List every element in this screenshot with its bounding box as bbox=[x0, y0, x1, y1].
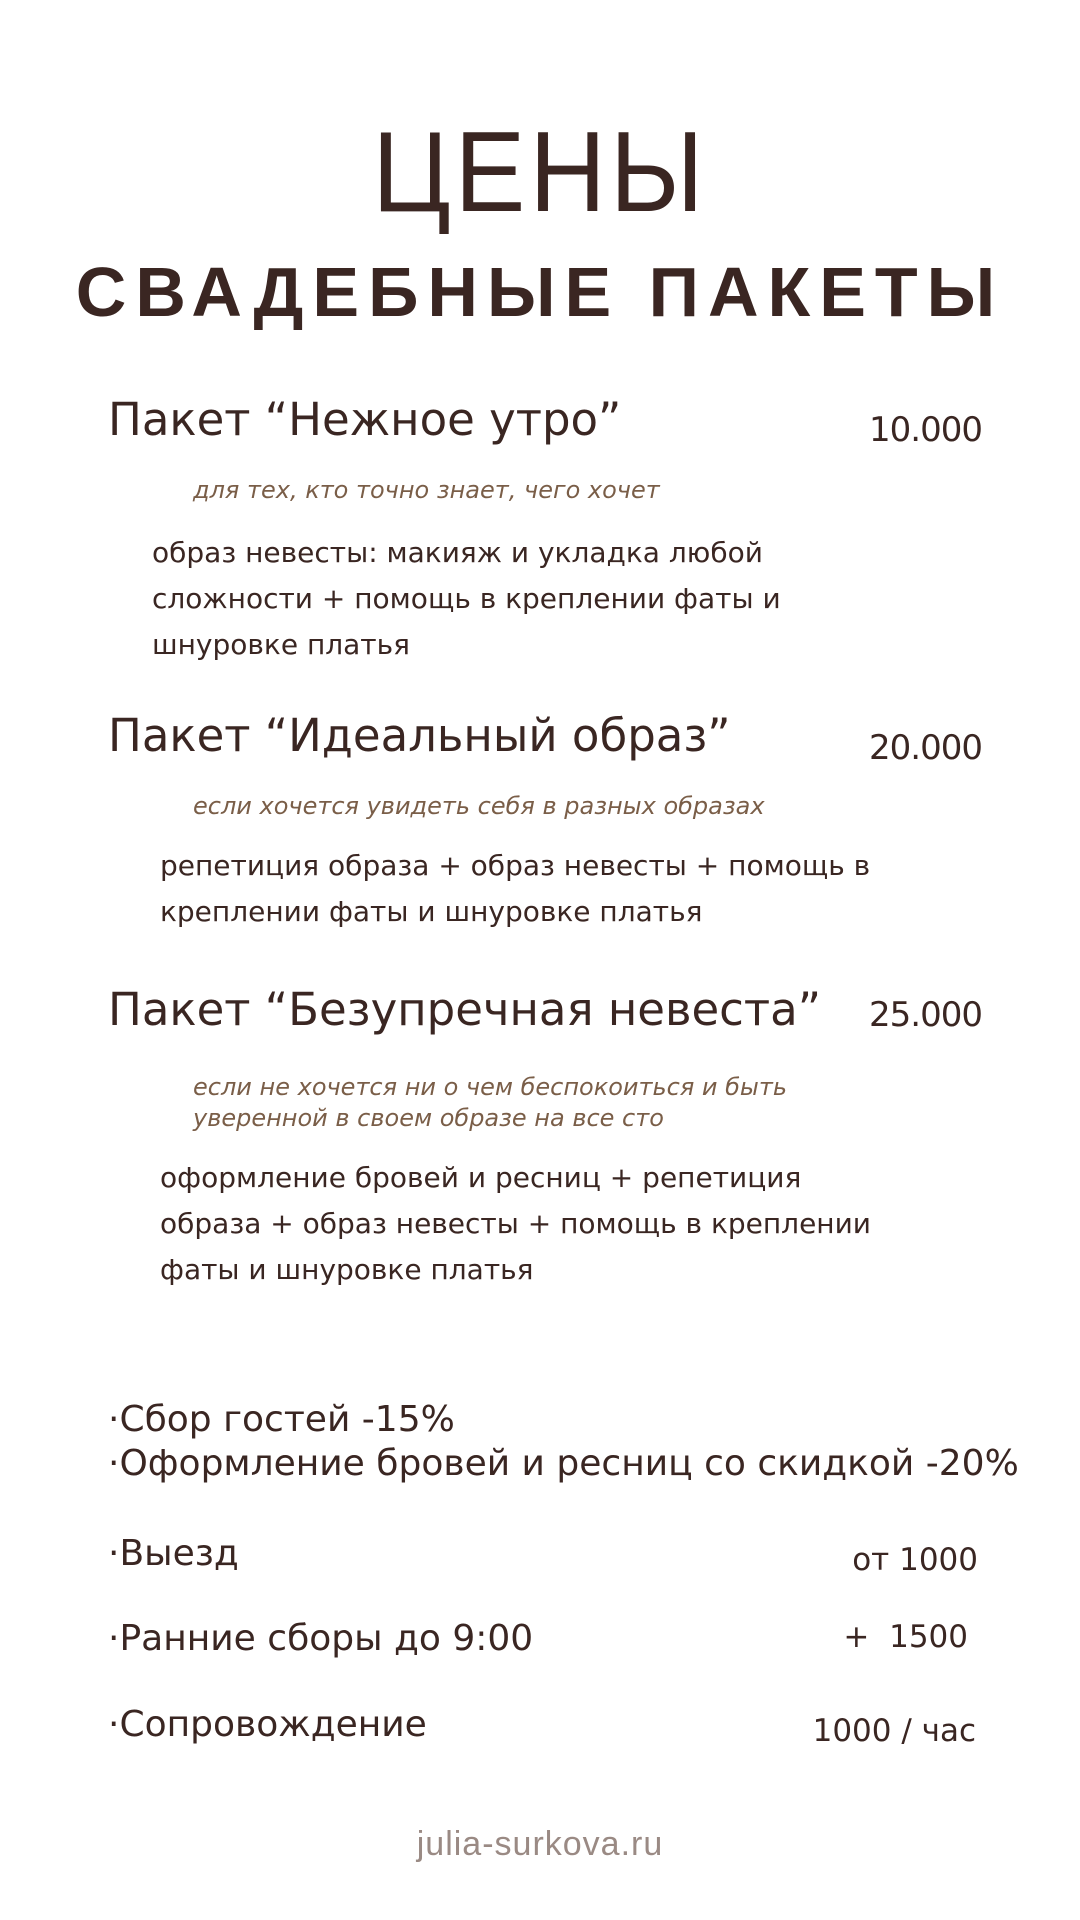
package-name: Пакет “Нежное утро” bbox=[108, 393, 622, 446]
package-price: 10.000 bbox=[869, 410, 982, 450]
discount-guests: ·Сбор гостей -15% bbox=[108, 1399, 455, 1440]
extra-price-early: + 1500 bbox=[843, 1619, 968, 1655]
extra-label-early: ·Ранние сборы до 9:00 bbox=[108, 1618, 534, 1659]
description-line: креплении фаты и шнуровке платья bbox=[160, 895, 703, 928]
package-description bbox=[160, 843, 870, 935]
package-description bbox=[160, 1155, 871, 1293]
package-description bbox=[152, 530, 781, 668]
package-name: Пакет “Идеальный образ” bbox=[108, 709, 731, 762]
extra-price-travel: от 1000 bbox=[852, 1542, 978, 1578]
description-line: шнуровке платья bbox=[152, 628, 410, 661]
extra-label-escort: ·Сопровождение bbox=[108, 1704, 427, 1745]
package-price: 25.000 bbox=[869, 995, 982, 1035]
description-line: образ невесты: макияж и укладка любой bbox=[152, 536, 763, 569]
extra-price-escort: 1000 / час bbox=[812, 1713, 976, 1749]
website-link[interactable]: julia-surkova.ru bbox=[416, 1825, 664, 1863]
package-price: 20.000 bbox=[869, 728, 982, 768]
package-tagline: если хочется увидеть себя в разных образах bbox=[193, 792, 765, 820]
extra-label-travel: ·Выезд bbox=[108, 1533, 239, 1574]
page-title: ЦЕНЫ bbox=[372, 108, 708, 236]
description-line: сложности + помощь в креплении фаты и bbox=[152, 582, 781, 615]
package-name: Пакет “Безупречная невеста” bbox=[108, 983, 822, 1036]
description-line: образа + образ невесты + помощь в креплении bbox=[160, 1207, 872, 1240]
tagline-line: уверенной в своем образе на все сто bbox=[193, 1104, 664, 1132]
package-tagline: для тех, кто точно знает, чего хочет bbox=[193, 476, 660, 504]
description-line: фаты и шнуровке платья bbox=[160, 1253, 534, 1286]
discount-brows-lashes: ·Оформление бровей и ресниц со скидкой -20% bbox=[108, 1443, 1019, 1484]
description-line: оформление бровей и ресниц + репетиция bbox=[160, 1161, 802, 1194]
package-tagline bbox=[193, 1072, 833, 1134]
page-subtitle: СВАДЕБНЫЕ ПАКЕТЫ bbox=[75, 253, 1005, 331]
tagline-line: если не хочется ни о чем беспокоиться и быть bbox=[193, 1073, 787, 1101]
description-line: репетиция образа + образ невесты + помощь в bbox=[160, 849, 871, 882]
